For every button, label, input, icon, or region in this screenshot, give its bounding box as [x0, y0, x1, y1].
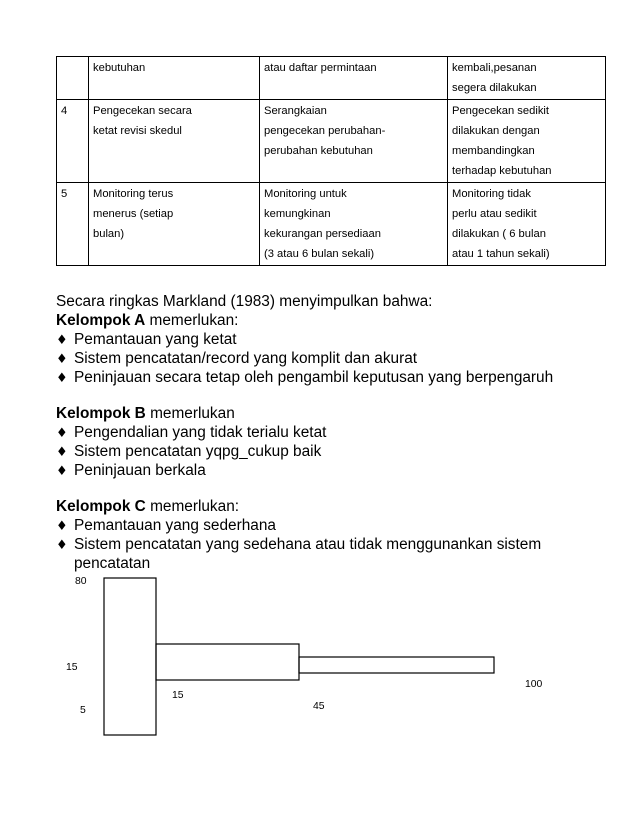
cell-number: 5 [57, 183, 89, 266]
list-item [56, 516, 276, 536]
cell-line: kembali,pesanan [452, 62, 537, 74]
list-item-text: Sistem pencatatan yang sedehana atau tidak menggunankan sistem [74, 536, 542, 553]
list-item [56, 535, 541, 555]
list-item-text: Peninjauan secara tetap oleh pengambil keputusan yang berpengaruh [74, 369, 554, 386]
group-b-suffix: memerlukan [145, 405, 235, 422]
list-item-text: Sistem pencatatan/record yang komplit dan akurat [74, 350, 418, 367]
cell-c2 [260, 183, 448, 266]
list-item [56, 461, 206, 481]
group-a-suffix: memerlukan: [145, 312, 239, 329]
cell-c2 [260, 100, 448, 183]
cell-line: Monitoring untuk [264, 188, 347, 200]
diamond-bullet-icon: ♦ [56, 426, 68, 441]
cell-line: perubahan kebutuhan [264, 145, 373, 157]
list-item-text: Pemantauan yang sederhana [74, 517, 276, 534]
cell-c3 [448, 183, 606, 266]
group-b-heading [56, 404, 235, 423]
label-y-low: 5 [80, 705, 86, 716]
cell-line: Monitoring tidak [452, 188, 531, 200]
list-item [56, 368, 553, 388]
cell-line: dilakukan dengan [452, 125, 540, 137]
list-item [56, 423, 326, 443]
abc-figure-svg [0, 570, 638, 750]
cell-line: ketat revisi skedul [93, 125, 182, 137]
diamond-bullet-icon: ♦ [56, 352, 68, 367]
label-y-mid: 15 [66, 662, 78, 673]
cell-c1 [89, 57, 260, 100]
group-c-name: Kelompok C [56, 498, 146, 515]
list-item-continuation: pencatatan [74, 555, 151, 572]
summary-intro: Secara ringkas Markland (1983) menyimpulkan bahwa: [56, 293, 433, 310]
table-row [57, 100, 606, 183]
list-item [56, 330, 237, 350]
group-a-bar [104, 578, 156, 735]
cell-number [57, 57, 89, 100]
diamond-bullet-icon: ♦ [56, 519, 68, 534]
table-row [57, 57, 606, 100]
list-item-text: Pengendalian yang tidak terialu ketat [74, 424, 327, 441]
list-item-text: Sistem pencatatan yqpg_cukup baik [74, 443, 322, 460]
cell-line: Monitoring terus [93, 188, 174, 200]
abc-analysis-table [56, 56, 606, 266]
group-b-name: Kelompok B [56, 405, 146, 422]
group-a-heading [56, 311, 238, 330]
group-c-suffix: memerlukan: [145, 498, 240, 515]
abc-figure [0, 570, 638, 750]
diamond-bullet-icon: ♦ [56, 333, 68, 348]
cell-line: kemungkinan [264, 208, 331, 220]
cell-line: atau daftar permintaan [264, 62, 377, 74]
list-item-text: Peninjauan berkala [74, 462, 206, 479]
cell-c1 [89, 183, 260, 266]
cell-line: atau 1 tahun sekali) [452, 248, 550, 260]
list-item [56, 442, 321, 462]
cell-c3 [448, 57, 606, 100]
cell-c2 [260, 57, 448, 100]
cell-line: (3 atau 6 bulan sekali) [264, 248, 375, 260]
cell-line: perlu atau sedikit [452, 208, 537, 220]
cell-line: menerus (setiap [93, 208, 174, 220]
cell-c1 [89, 100, 260, 183]
cell-line: Pengecekan secara [93, 105, 192, 117]
cell-line: kebutuhan [93, 62, 146, 74]
cell-line: Serangkaian [264, 105, 327, 117]
cell-line: terhadap kebutuhan [452, 165, 552, 177]
group-a-name: Kelompok A [56, 312, 146, 329]
diamond-bullet-icon: ♦ [56, 538, 68, 553]
label-x-b: 45 [313, 701, 325, 712]
group-b-bar [156, 644, 299, 680]
list-item-text: Pemantauan yang ketat [74, 331, 237, 348]
group-c-bar [299, 657, 494, 673]
cell-line: kekurangan persediaan [264, 228, 381, 240]
table-row [57, 183, 606, 266]
group-c-heading [56, 497, 239, 516]
diamond-bullet-icon: ♦ [56, 371, 68, 386]
label-x-a: 15 [172, 690, 184, 701]
cell-line: bulan) [93, 228, 125, 240]
label-x-c: 100 [525, 679, 543, 690]
cell-number: 4 [57, 100, 89, 183]
diamond-bullet-icon: ♦ [56, 464, 68, 479]
diamond-bullet-icon: ♦ [56, 445, 68, 460]
label-y-top: 80 [75, 576, 87, 587]
cell-line: pengecekan perubahan- [264, 125, 386, 137]
cell-line: Pengecekan sedikit [452, 105, 550, 117]
cell-c3 [448, 100, 606, 183]
cell-line: segera dilakukan [452, 82, 537, 94]
list-item [56, 349, 417, 369]
cell-line: membandingkan [452, 145, 535, 157]
cell-line: dilakukan ( 6 bulan [452, 228, 546, 240]
